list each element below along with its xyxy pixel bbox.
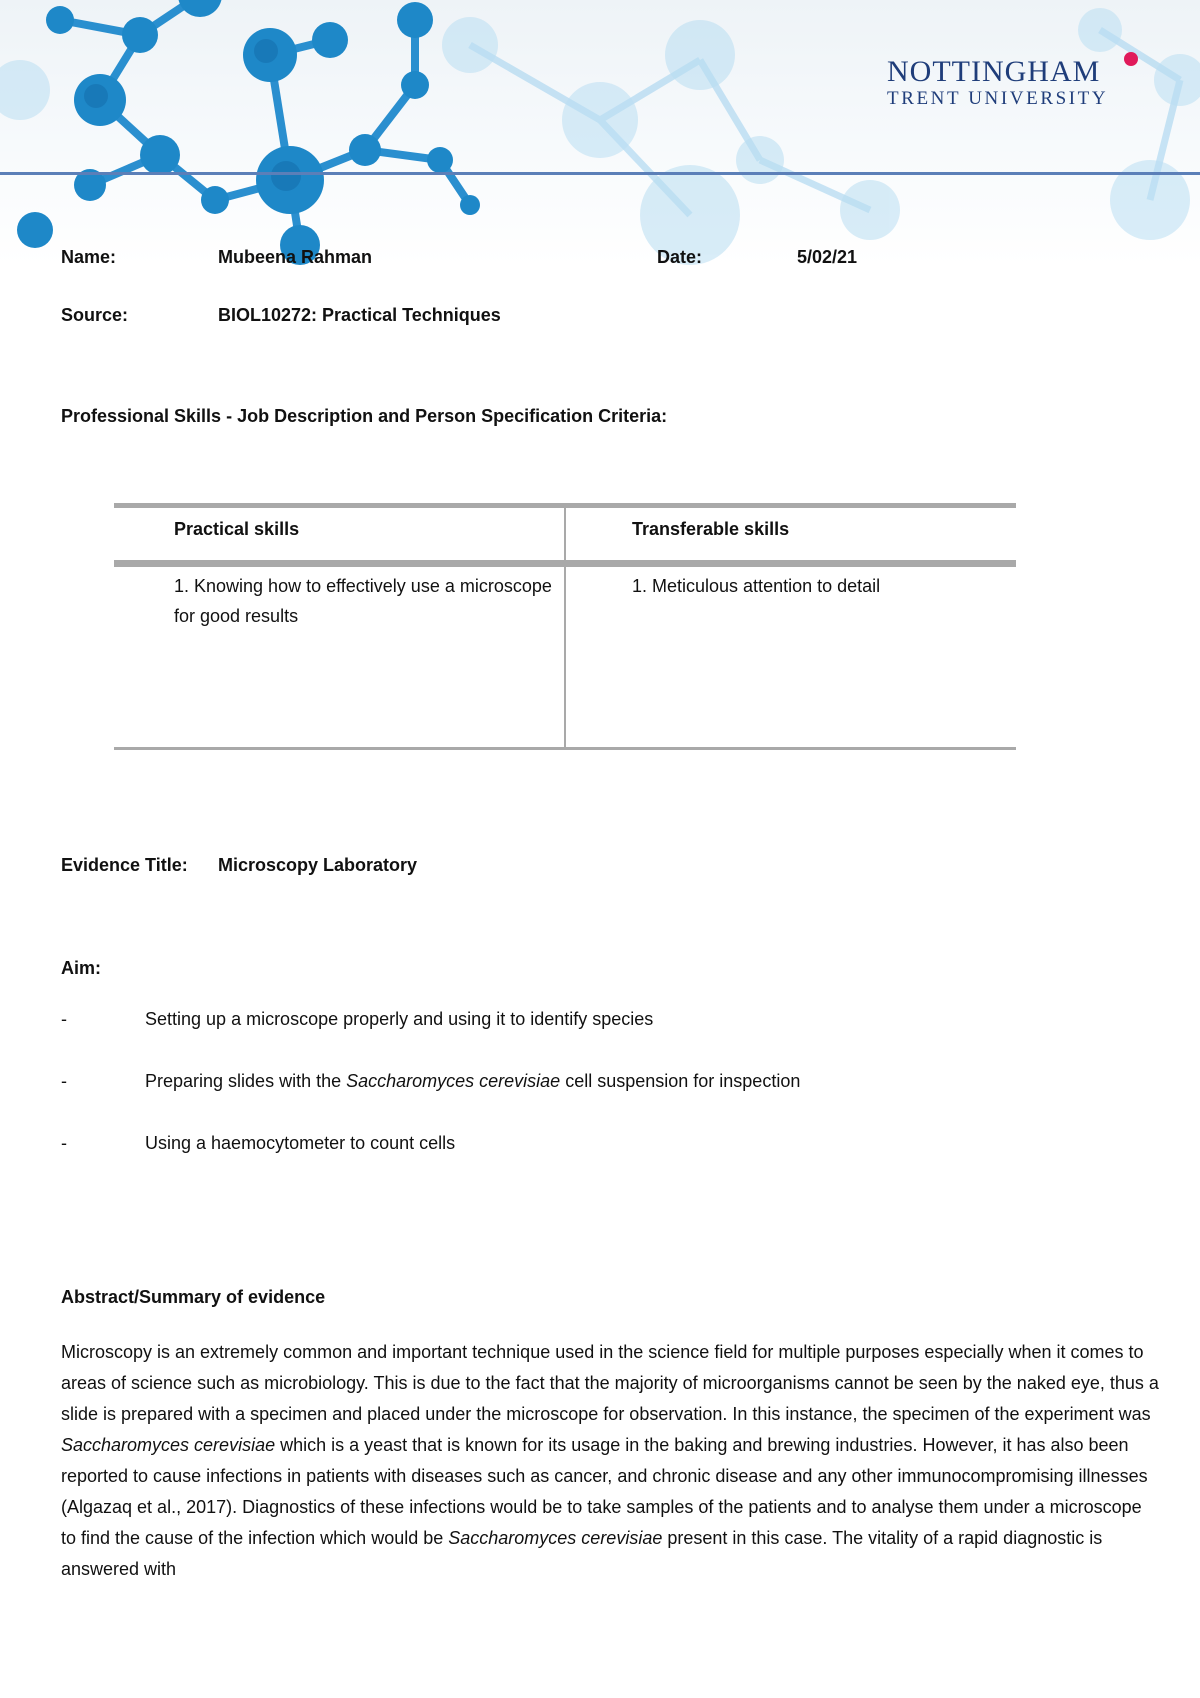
list-bullet: - bbox=[61, 1071, 67, 1091]
aim-item-text-after: cell suspension for inspection bbox=[560, 1071, 801, 1091]
list-item bbox=[145, 1008, 653, 1030]
evidence-value: Microscopy Laboratory bbox=[218, 855, 418, 875]
column-header-transferable: Transferable skills bbox=[565, 506, 1016, 564]
species-name-italic: Saccharomyces cerevisiae bbox=[61, 1435, 276, 1455]
list-bullet: - bbox=[61, 1133, 67, 1153]
aim-heading: Aim: bbox=[61, 958, 101, 978]
skills-table bbox=[114, 503, 1016, 750]
abstract-text-3: present in this case. The vitality of a rapid diagnostic is answered with bbox=[61, 1528, 1103, 1579]
banner-edge bbox=[0, 265, 1200, 275]
abstract-heading: Abstract/Summary of evidence bbox=[61, 1287, 326, 1307]
header-rule bbox=[0, 172, 1200, 175]
abstract-text-2: which is a yeast that is known for its usage in the baking and brewing industries. However, it has also been reported to cause infections in patients with diseases such as cancer, and chronic disease and any other immunocompromising illnesses (Algazaq et al., 2017). Diagnostics of these infections would be to take samples of the patients and to analyse them under a microscope to find the cause of the infection which would be bbox=[61, 1435, 1148, 1548]
abstract-paragraph bbox=[61, 1337, 1161, 1585]
criteria-heading: Professional Skills - Job Description and Person Specification Criteria: bbox=[61, 406, 668, 426]
table-cell-transferable: 1. Meticulous attention to detail bbox=[565, 564, 1016, 749]
header-banner bbox=[0, 0, 1200, 265]
aim-item-text: Using a haemocytometer to count cells bbox=[145, 1133, 456, 1153]
name-label: Name: bbox=[61, 247, 117, 265]
species-name-italic: Saccharomyces cerevisiae bbox=[448, 1528, 663, 1548]
molecule-illustration bbox=[0, 0, 1200, 265]
abstract-text-1: Microscopy is an extremely common and important technique used in the science field for multiple purposes especially when it comes to areas of science such as microbiology. This is due to the fact that the majority of microorganisms cannot be seen by the naked eye, thus a slide is prepared with a specimen and placed under the microscope for observation. In this instance, the specimen of the experiment was bbox=[61, 1342, 1159, 1424]
table-cell-practical: 1. Knowing how to effectively use a microscope for good results bbox=[114, 564, 565, 749]
date-label: Date: bbox=[657, 247, 703, 265]
abstract-body bbox=[61, 1337, 1161, 1585]
list-bullet: - bbox=[61, 1009, 67, 1029]
name-value: Mubeena Rahman bbox=[218, 247, 373, 265]
aim-item-text: Preparing slides with the bbox=[145, 1071, 347, 1091]
list-item bbox=[145, 1132, 455, 1154]
date-value: 5/02/21 bbox=[797, 247, 858, 265]
source-label: Source: bbox=[61, 305, 129, 325]
logo-line-1: NOTTINGHAM bbox=[887, 55, 1101, 88]
aim-item-text: Setting up a microscope properly and using it to identify species bbox=[145, 1009, 654, 1029]
aim-item-italic: Saccharomyces cerevisiae bbox=[346, 1071, 561, 1091]
column-header-practical: Practical skills bbox=[114, 506, 565, 564]
source-value: BIOL10272: Practical Techniques bbox=[218, 305, 501, 325]
university-logo bbox=[887, 56, 1108, 110]
table-row bbox=[114, 564, 1016, 749]
list-item bbox=[145, 1070, 800, 1092]
table-header-row bbox=[114, 506, 1016, 564]
evidence-label: Evidence Title: bbox=[61, 855, 188, 875]
logo-badge-icon bbox=[1124, 52, 1138, 66]
logo-line-2: TRENT UNIVERSITY bbox=[887, 88, 1109, 109]
